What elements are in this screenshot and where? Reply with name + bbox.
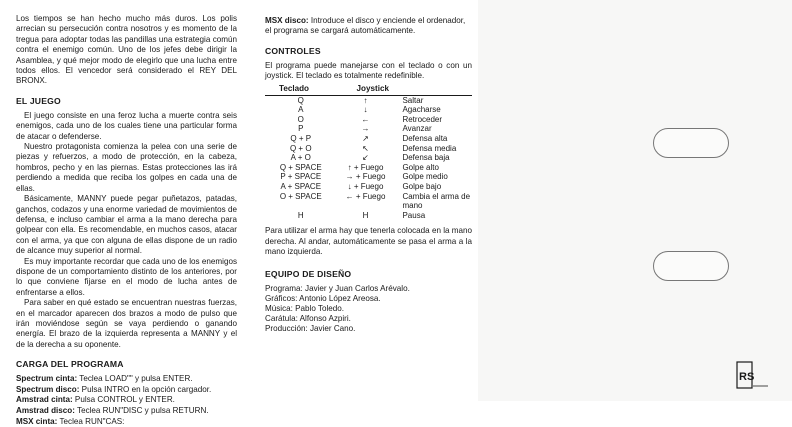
key-cell: Q + P (290, 134, 312, 143)
action-cell: Golpe medio (402, 172, 448, 182)
load-line (16, 385, 237, 396)
table-row (265, 134, 472, 144)
table-row (265, 153, 472, 163)
joystick-cell: ← + Fuego (345, 191, 386, 201)
table-row (265, 95, 472, 105)
weapon-note: Para utilizar el arma hay que tenerla colocada en la mano derecha. Al andar, automáticamente se pasa el arma a la mano izquierda. (265, 226, 472, 257)
joystick-cell: ↓ (363, 105, 368, 115)
action-cell: Agacharse (402, 105, 441, 115)
joystick-cell: ↓ + Fuego (347, 181, 384, 191)
credit-line: Programa: Javier y Juan Carlos Arévalo. (265, 283, 410, 293)
key-cell: Q + SPACE (279, 162, 322, 172)
action-cell: Avanzar (402, 124, 432, 134)
joystick-cell: ↗ (362, 134, 369, 143)
table-row (265, 124, 472, 134)
credit-line: Producción: Javier Cano. (265, 324, 356, 334)
controls-header-row (265, 84, 472, 96)
load-system: Amstrad cinta: (16, 395, 73, 405)
game-heading: EL JUEGO (16, 95, 61, 106)
game-paragraph: Básicamente, MANNY puede pegar puñetazos, patadas, ganchos, codazos y una enorme variedad de movimientos de defensa, e incluso cambiar el arma a la mano derecha para golpear con ella. Es recomendable, en muchos casos, atacar con el arma, ya que con alguna de ellas dispone de un radio de alcance muy superior al normal. (16, 194, 237, 256)
load-system: Spectrum cinta: (16, 374, 78, 384)
logo-text: RS (739, 371, 755, 383)
controls-heading: CONTROLES (265, 45, 321, 56)
game-paragraph: Para saber en qué estado se encuentran nuestras fuerzas, en el marcador aparecen dos brazos a modo de pulso que irán moviéndose según se vaya perdiendo o ganando energía. El brazo de la izquierda representa a MANNY y el de la derecha a su oponente. (16, 298, 237, 349)
key-cell: O + SPACE (279, 191, 322, 201)
joystick-cell: ↙ (362, 153, 369, 163)
joystick-cell: ↑ + Fuego (347, 162, 384, 172)
credit-line: Música: Pablo Toledo. (265, 303, 345, 313)
load-heading: CARGA DEL PROGRAMA (16, 359, 124, 370)
header-joystick: Joystick (356, 83, 389, 93)
action-cell: Defensa alta (402, 134, 448, 143)
joystick-cell: ← (361, 114, 370, 124)
die-cut-slot-top (653, 128, 729, 158)
controls-intro: El programa puede manejarse con el teclado o con un joystick. El teclado es totalmente redefinible. (265, 60, 472, 81)
load-text: Teclea RUN"CAS: (59, 416, 125, 426)
credit-line: Carátula: Alfonso Azpiri. (265, 314, 351, 324)
action-cell: Retroceder (402, 114, 443, 124)
action-cell: Cambia el arma de mano (402, 191, 471, 211)
key-cell: O (297, 114, 304, 124)
left-column (0, 0, 246, 426)
die-cut-slot-bottom (653, 251, 729, 281)
table-row (265, 172, 472, 182)
controls-table (265, 84, 472, 221)
publisher-logo (736, 360, 770, 392)
intro-paragraph: Los tiempos se han hecho mucho más duros. Los polis arrecian su persecución contra nosotros y es momento de la tregua para adoptar todas las pandillas una estrategia común contra el enemigo común. Uno de los jefes debe dirigir la Asamblea, y qué mejor modo de elegirlo que una lucha entre todos ellos. El vencedor será considerado el REY DEL BRONX. (16, 14, 237, 86)
table-row (265, 182, 472, 192)
action-cell: Defensa media (402, 143, 457, 153)
load-line (16, 417, 237, 427)
joystick-cell: → + Fuego (345, 172, 386, 182)
msx-disk-paragraph (265, 16, 472, 37)
key-cell: A (298, 105, 304, 115)
key-cell: A + O (290, 153, 311, 163)
credits-list (265, 284, 472, 335)
table-row (265, 105, 472, 115)
game-paragraph: Nuestro protagonista comienza la pelea con una serie de piezas y refuerzos, a modo de protección, en la cabeza, hombros, pecho y en las piernas. Estas protecciones las irá perdiendo a medida que reciba los golpes en cada una de ellas. (16, 142, 237, 193)
load-system: MSX cinta: (16, 416, 58, 426)
right-panel (478, 0, 792, 401)
joystick-cell: ↑ (363, 95, 368, 105)
key-cell: Q (297, 95, 304, 105)
key-cell: Q + O (289, 143, 312, 153)
load-text: Teclea RUN"DISC y pulsa RETURN. (77, 405, 209, 415)
table-row (265, 144, 472, 154)
table-row (265, 115, 472, 125)
table-row (265, 192, 472, 211)
load-text: Teclea LOAD"" y pulsa ENTER. (79, 374, 193, 384)
action-cell: Saltar (402, 95, 424, 105)
load-system: Amstrad disco: (16, 405, 75, 415)
header-keyboard: Teclado (279, 83, 309, 93)
middle-column (246, 0, 478, 401)
table-row (265, 211, 472, 221)
team-heading: EQUIPO DE DISEÑO (265, 268, 352, 279)
load-line (16, 406, 237, 417)
action-cell: Golpe bajo (402, 181, 442, 191)
load-text: Pulsa INTRO en la opción cargador. (81, 384, 212, 394)
load-system: Spectrum disco: (16, 384, 80, 394)
joystick-cell: → (361, 124, 370, 134)
key-cell: H (297, 210, 304, 220)
load-text: Introduce el disco y enciende el ordenador, el programa se cargará automáticamente. (265, 16, 466, 36)
key-cell: P + SPACE (280, 172, 322, 182)
game-paragraph: Es muy importante recordar que cada uno de los enemigos dispone de un comportamiento distinto de los anteriores, por lo que conviene fijarse en el modo de lucha antes de enfrentarse a ellos. (16, 256, 237, 297)
credit-line: Gráficos: Antonio López Areosa. (265, 293, 381, 303)
game-paragraph: El juego consiste en una feroz lucha a muerte contra seis enemigos, cada uno de los cuales tiene una particular forma de atacar o defenderse. (16, 110, 237, 141)
load-line (16, 374, 237, 385)
action-cell: Pausa (402, 210, 426, 220)
action-cell: Defensa baja (402, 153, 450, 163)
key-cell: A + SPACE (280, 181, 322, 191)
key-cell: P (298, 124, 304, 134)
action-cell: Golpe alto (402, 162, 439, 172)
load-system: MSX disco: (265, 16, 309, 25)
load-text: Pulsa CONTROL y ENTER. (74, 395, 175, 405)
header-action (394, 84, 472, 96)
joystick-cell: ↖ (362, 143, 369, 153)
table-row (265, 163, 472, 173)
joystick-cell: H (362, 210, 369, 220)
